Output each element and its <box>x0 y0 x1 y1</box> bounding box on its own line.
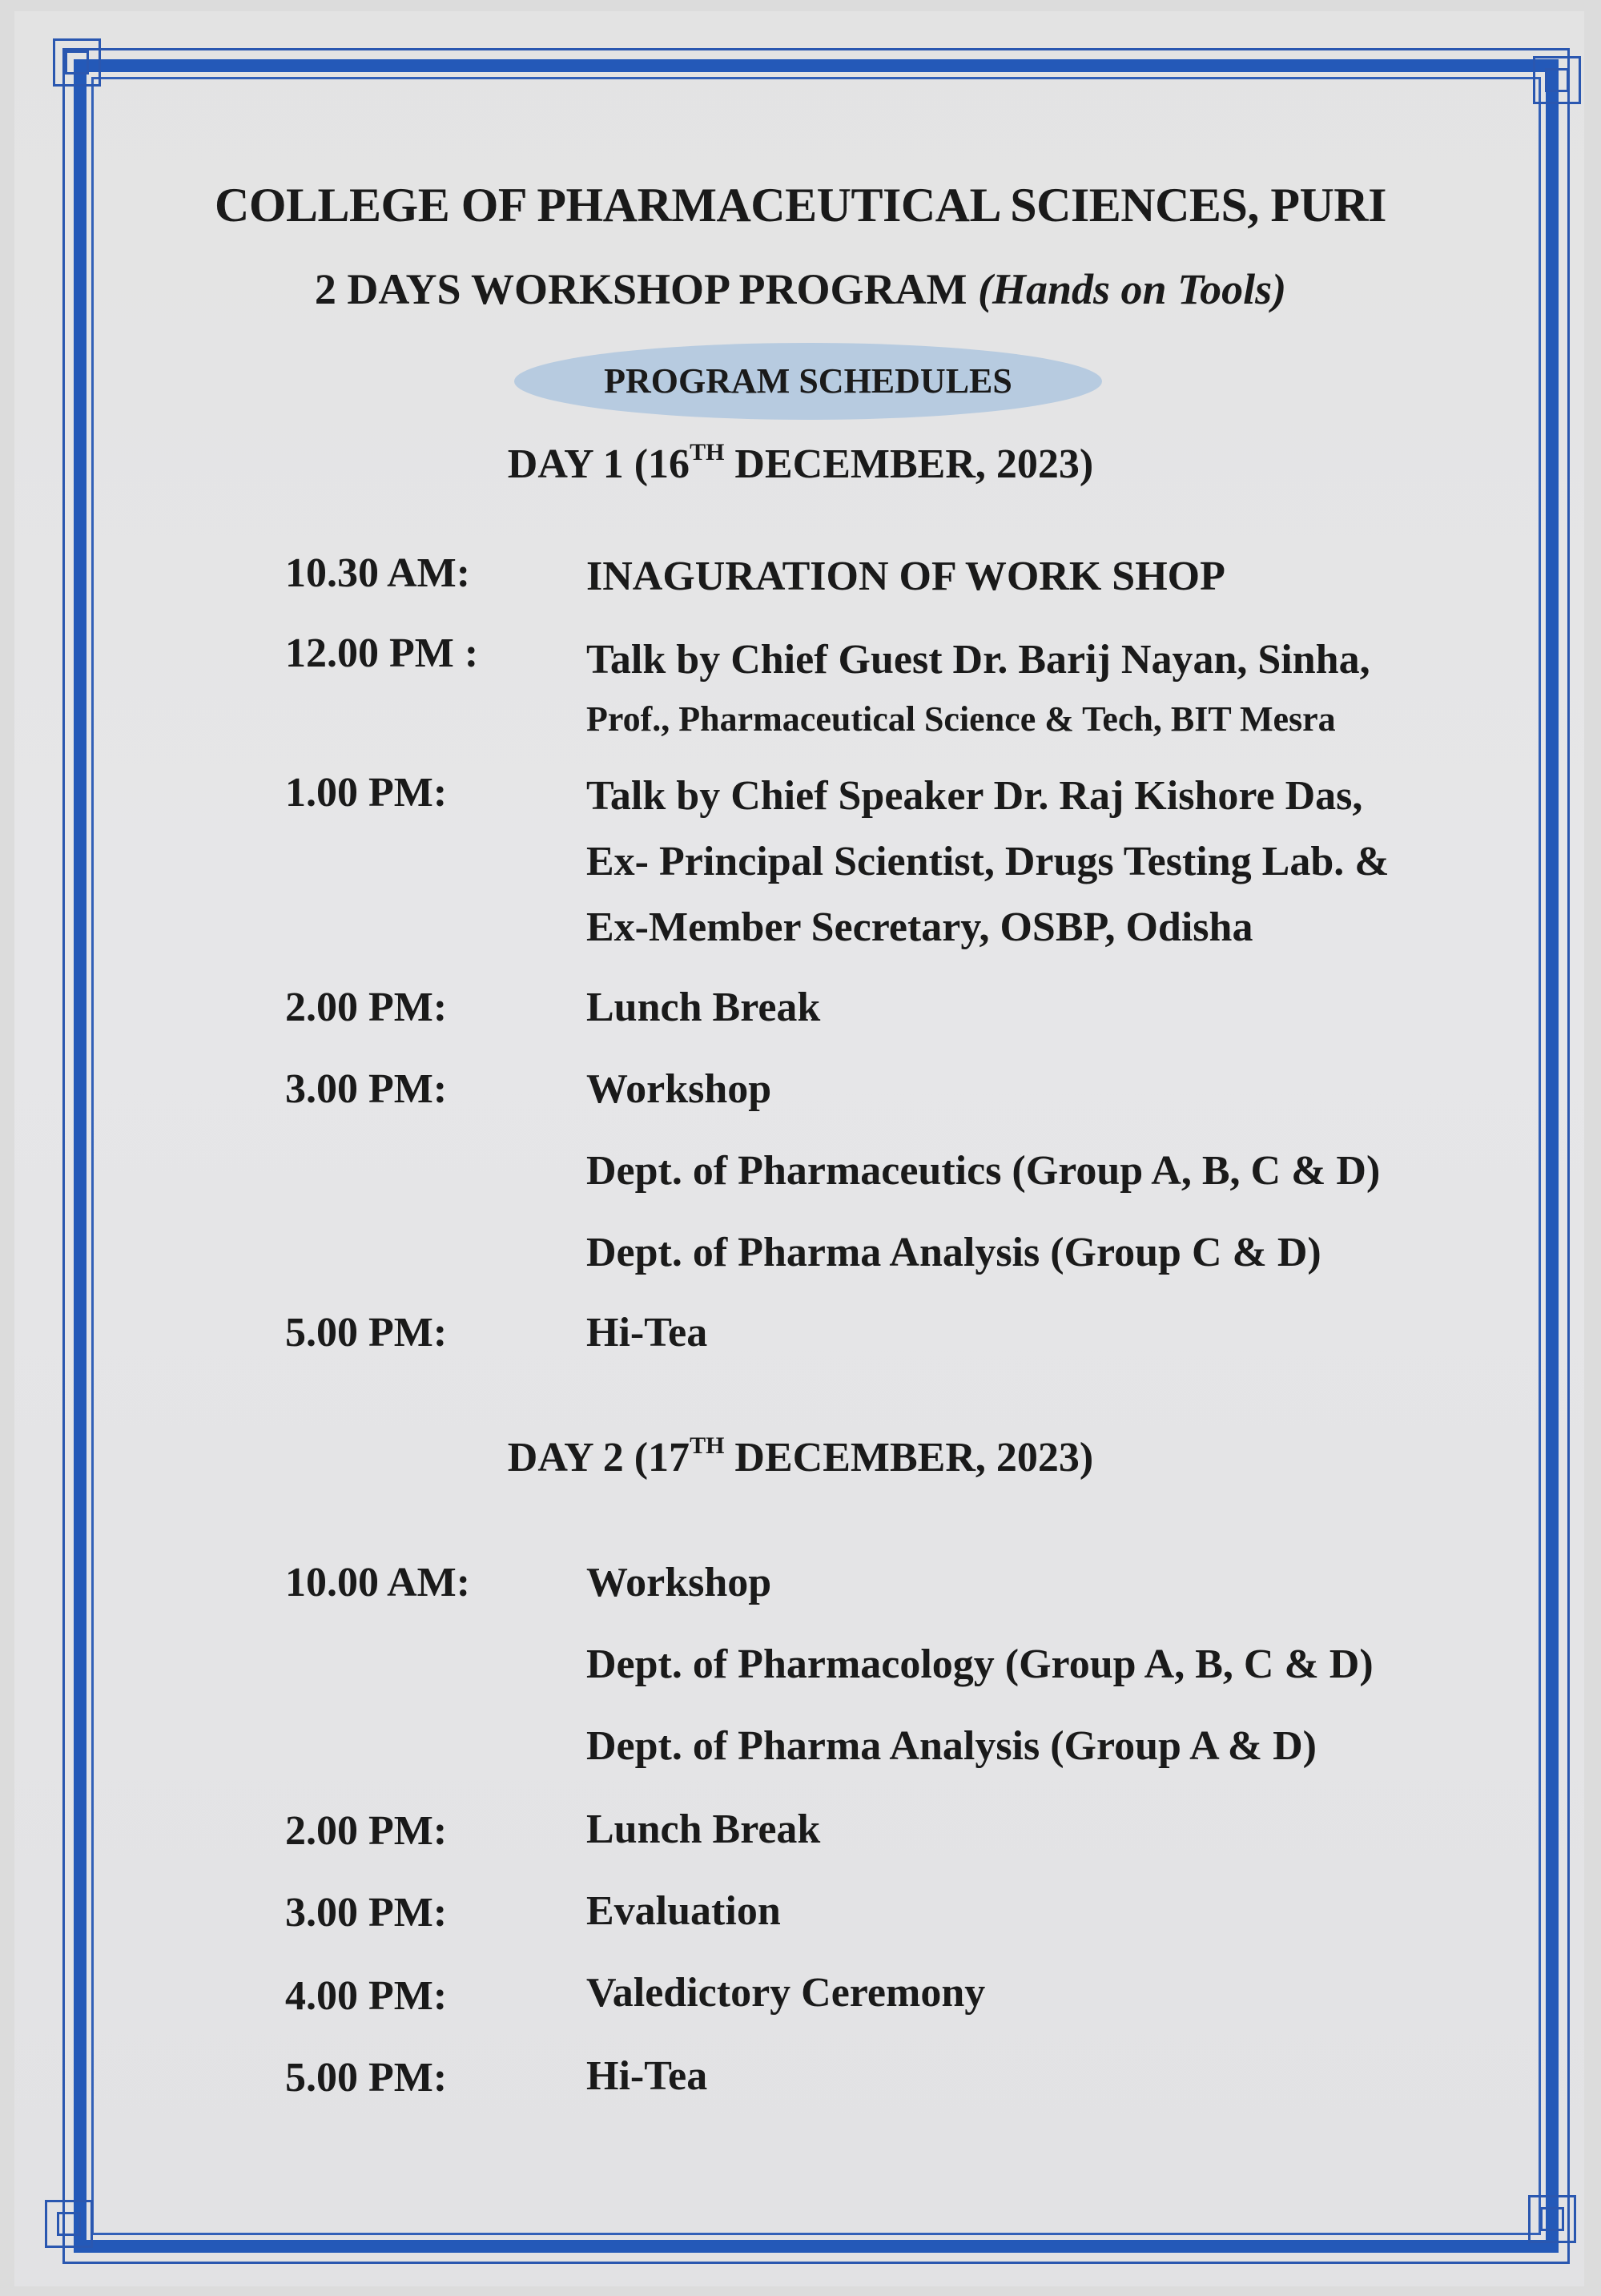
day1-heading-sup: TH <box>690 439 725 465</box>
day2-heading-suffix: DECEMBER, 2023) <box>724 1435 1094 1480</box>
schedule-item: Talk by Chief Speaker Dr. Raj Kishore Das, <box>586 773 1363 819</box>
day2-heading-prefix: DAY 2 (17 <box>507 1435 690 1480</box>
schedule-item-detail: Ex- Principal Scientist, Drugs Testing Lab. & <box>586 839 1390 884</box>
schedule-time: 4.00 PM: <box>285 1973 448 2019</box>
schedule-time: 10.00 AM: <box>285 1560 471 1605</box>
schedule-item: Talk by Chief Guest Dr. Barij Nayan, Sinha, <box>586 637 1370 683</box>
schedule-time: 3.00 PM: <box>285 1890 448 1935</box>
schedule-item: Lunch Break <box>586 1807 821 1852</box>
schedule-item: Lunch Break <box>586 985 821 1030</box>
schedule-item: INAGURATION OF WORK SHOP <box>586 554 1225 599</box>
day1-heading-suffix: DECEMBER, 2023) <box>724 441 1094 487</box>
schedule-time: 5.00 PM: <box>285 2055 448 2101</box>
schedule-time: 5.00 PM: <box>285 1310 448 1355</box>
workshop-title <box>0 264 1601 314</box>
schedule-item: Hi-Tea <box>586 2053 708 2099</box>
schedule-item-detail: Dept. of Pharma Analysis (Group C & D) <box>586 1230 1321 1275</box>
schedule-item: Workshop <box>586 1560 772 1605</box>
schedule-item: Valedictory Ceremony <box>586 1970 986 2016</box>
schedule-item-detail: Dept. of Pharmacology (Group A, B, C & D) <box>586 1641 1374 1687</box>
day1-heading-prefix: DAY 1 (16 <box>507 441 690 487</box>
schedule-time: 12.00 PM : <box>285 630 479 676</box>
schedule-time: 1.00 PM: <box>285 770 448 816</box>
schedule-time: 10.30 AM: <box>285 550 471 596</box>
workshop-title-main: 2 DAYS WORKSHOP PROGRAM <box>314 265 967 313</box>
day2-heading <box>0 1434 1601 1481</box>
schedule-time: 3.00 PM: <box>285 1066 448 1112</box>
schedule-item-detail: Dept. of Pharmaceutics (Group A, B, C & D) <box>586 1148 1381 1194</box>
day2-heading-sup: TH <box>690 1432 725 1459</box>
schedule-time: 2.00 PM: <box>285 1808 448 1854</box>
schedule-item: Evaluation <box>586 1888 781 1934</box>
schedule-item: Hi-Tea <box>586 1310 708 1355</box>
schedule-time: 2.00 PM: <box>285 985 448 1030</box>
workshop-subtitle: (Hands on Tools) <box>978 265 1287 313</box>
program-schedules-badge: PROGRAM SCHEDULES <box>514 343 1102 420</box>
schedule-item-detail: Ex-Member Secretary, OSBP, Odisha <box>586 904 1253 950</box>
college-name: COLLEGE OF PHARMACEUTICAL SCIENCES, PURI <box>215 179 1386 232</box>
schedule-item-detail: Prof., Pharmaceutical Science & Tech, BIT Mesra <box>586 699 1336 739</box>
schedule-item: Workshop <box>586 1066 772 1112</box>
schedule-item-detail: Dept. of Pharma Analysis (Group A & D) <box>586 1723 1317 1769</box>
day1-heading <box>0 441 1601 488</box>
